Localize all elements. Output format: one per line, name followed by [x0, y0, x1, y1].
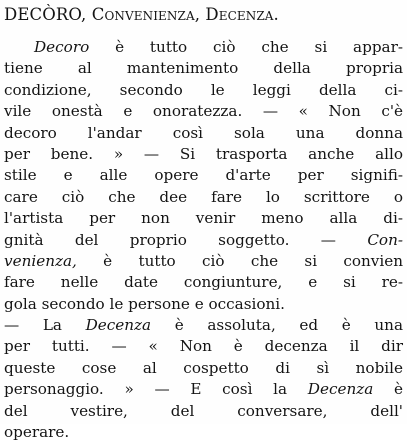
text-line — [4, 123, 403, 144]
text-line — [4, 251, 403, 272]
italic-term: Con- — [367, 230, 403, 249]
entry-heading — [4, 4, 404, 26]
text-line — [4, 37, 403, 58]
text-line — [4, 165, 403, 186]
text-run: — La — [4, 316, 86, 335]
text-run: gnità del proprio soggetto. — — [4, 230, 368, 249]
text-run: care ciò che dee fare lo scrittore o — [4, 187, 403, 206]
text-line — [4, 208, 403, 229]
text-line — [4, 315, 403, 336]
text-run: queste cose al cospetto di sì nobile — [4, 358, 403, 377]
text-run: è — [373, 380, 403, 399]
entry-body — [4, 37, 403, 443]
text-run: del vestire, del conversare, dell' — [4, 401, 403, 420]
text-run: per tutti. — « Non è decenza il dir — [4, 337, 403, 356]
text-line — [4, 294, 403, 315]
text-run: vile onestà e onoratezza. — « Non c'è — [4, 102, 403, 121]
text-line — [4, 80, 403, 101]
text-line — [4, 187, 403, 208]
text-line — [4, 358, 403, 379]
heading-word-decoro: DECÒRO, — [4, 5, 87, 24]
text-line — [4, 144, 403, 165]
text-line — [4, 422, 403, 443]
italic-term: Decenza — [307, 380, 374, 399]
text-run: per bene. » — Si trasporta anche allo — [4, 144, 403, 163]
text-run: fare nelle date congiunture, e si re- — [4, 273, 403, 292]
text-run: tiene al mantenimento della propria — [4, 59, 403, 78]
italic-term: Decoro — [34, 38, 90, 56]
text-run: è tutto ciò che si convien — [76, 251, 403, 270]
text-run: gola secondo le persone e occasioni. — [4, 294, 285, 313]
text-run: condizione, secondo le leggi della ci- — [4, 80, 403, 99]
text-line — [4, 58, 403, 79]
text-run: decoro l'andar così sola una donna — [4, 123, 403, 142]
text-run: stile e alle opere d'arte per signifi- — [4, 166, 403, 185]
text-run: è assoluta, ed è una — [151, 316, 404, 335]
heading-word-convenienza: Convenienza, — [91, 5, 201, 24]
text-run: operare. — [4, 423, 70, 442]
text-line — [4, 272, 403, 293]
text-run: è tutto ciò che si appar- — [89, 38, 403, 56]
text-line — [4, 379, 403, 400]
italic-term: Decenza — [85, 316, 152, 335]
text-line — [4, 336, 403, 357]
text-line — [4, 401, 403, 422]
text-run: personaggio. » — E così la — [4, 380, 308, 399]
text-line — [4, 230, 403, 251]
italic-term: venienza, — [4, 251, 77, 270]
heading-word-decenza: Decenza. — [205, 5, 279, 24]
text-line — [4, 101, 403, 122]
text-run: l'artista per non venir meno alla di- — [4, 209, 403, 228]
